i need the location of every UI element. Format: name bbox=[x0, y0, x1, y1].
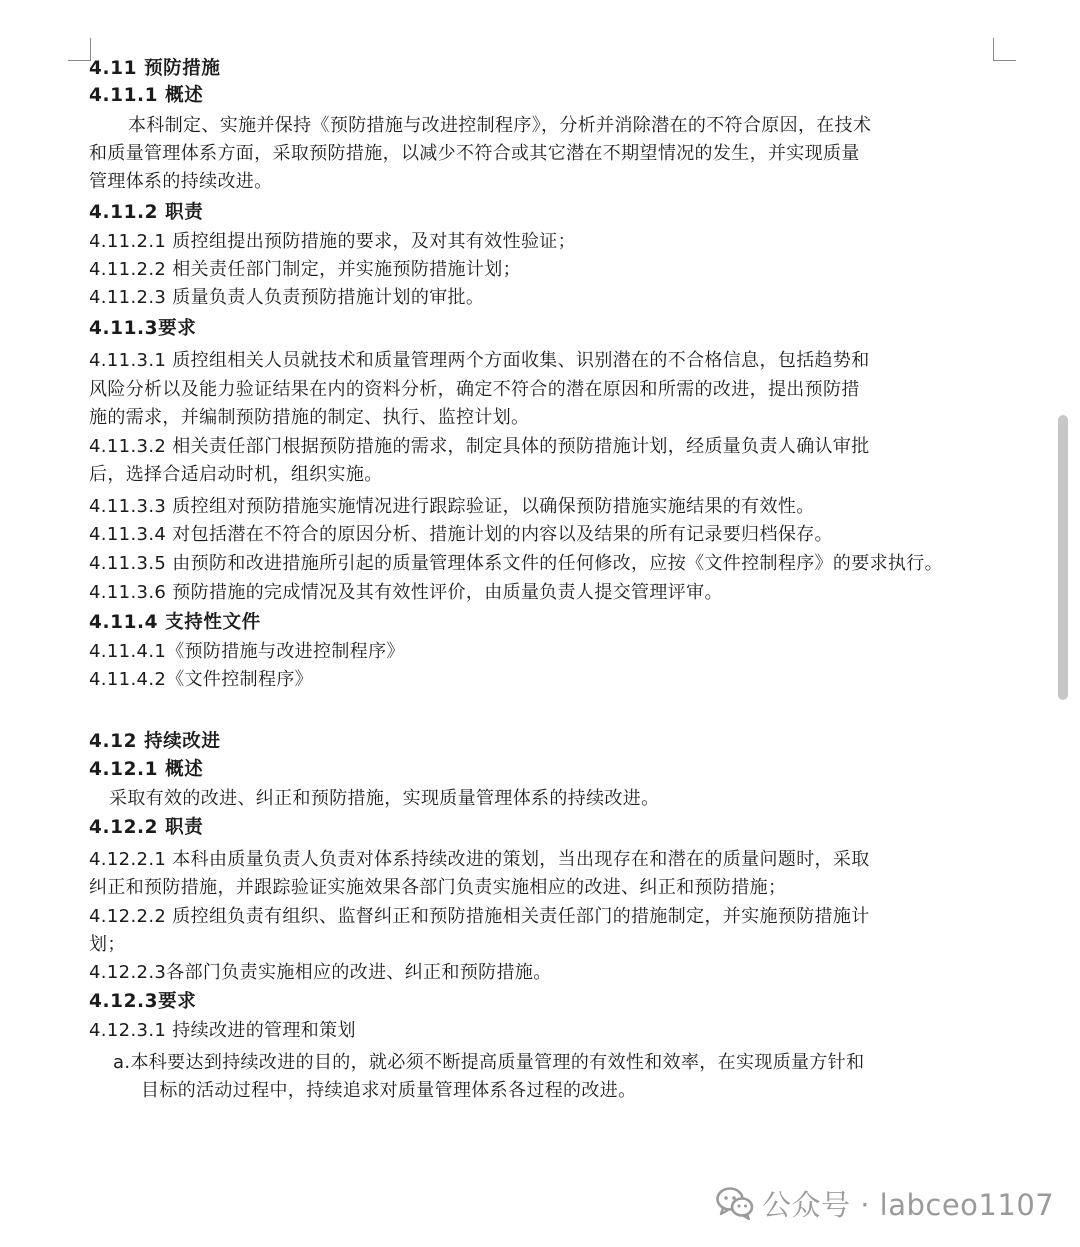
document-text-line: 4.11.3.1 质控组相关人员就技术和质量管理两个方面收集、识别潜在的不合格信息，包括趋势和 bbox=[89, 350, 870, 371]
document-text-line: 后，选择合适启动时机，组织实施。 bbox=[89, 464, 383, 485]
section-heading: 4.12 持续改进 bbox=[89, 731, 221, 752]
document-text-line: 划； bbox=[89, 934, 126, 955]
section-heading: 4.12.1 概述 bbox=[89, 759, 204, 780]
document-text-line: 4.12.2.3各部门负责实施相应的改进、纠正和预防措施。 bbox=[89, 962, 552, 983]
document-text-line: 采取有效的改进、纠正和预防措施，实现质量管理体系的持续改进。 bbox=[109, 788, 660, 809]
section-heading: 4.12.3要求 bbox=[89, 991, 197, 1012]
document-text-line: 和质量管理体系方面，采取预防措施，以减少不符合或其它潜在不期望情况的发生，并实现质量 bbox=[89, 143, 860, 164]
document-text-line: 管理体系的持续改进。 bbox=[89, 171, 273, 192]
document-text-line: 4.12.2.2 质控组负责有组织、监督纠正和预防措施相关责任部门的措施制定，并实施预防措施计 bbox=[89, 906, 870, 927]
section-heading: 4.11.1 概述 bbox=[89, 85, 204, 106]
document-text-line: 纠正和预防措施，并跟踪验证实施效果各部门负责实施相应的改进、纠正和预防措施； bbox=[89, 877, 787, 898]
document-text-line: 4.11.3.3 质控组对预防措施实施情况进行跟踪验证，以确保预防措施实施结果的有效性。 bbox=[89, 496, 815, 517]
section-heading: 4.11.4 支持性文件 bbox=[89, 612, 261, 633]
document-text-line: 4.12.3.1 持续改进的管理和策划 bbox=[89, 1020, 356, 1041]
document-text-line: 4.12.2.1 本科由质量负责人负责对体系持续改进的策划，当出现存在和潜在的质量问题时，采取 bbox=[89, 849, 870, 870]
wechat-icon bbox=[716, 1186, 754, 1220]
section-heading: 4.11.3要求 bbox=[89, 318, 197, 339]
document-text-line: a.本科要达到持续改进的目的，就必须不断提高质量管理的有效性和效率，在实现质量方针和 bbox=[113, 1052, 865, 1073]
document-text-line: 4.11.3.2 相关责任部门根据预防措施的需求，制定具体的预防措施计划，经质量负责人确认审批 bbox=[89, 436, 870, 457]
document-text-line: 施的需求，并编制预防措施的制定、执行、监控计划。 bbox=[89, 407, 530, 428]
watermark-text: 公众号 · labceo1107 bbox=[762, 1187, 1055, 1222]
document-text-line: 4.11.2.1 质控组提出预防措施的要求，及对其有效性验证； bbox=[89, 231, 576, 252]
document-text-line: 目标的活动过程中，持续追求对质量管理体系各过程的改进。 bbox=[141, 1080, 637, 1101]
document-text-line: 4.11.4.2《文件控制程序》 bbox=[89, 669, 314, 690]
document-text-line: 风险分析以及能力验证结果在内的资料分析，确定不符合的潜在原因和所需的改进，提出预防措 bbox=[89, 379, 860, 400]
crop-mark-top-right bbox=[993, 38, 1016, 61]
document-text-line: 4.11.3.4 对包括潜在不符合的原因分析、措施计划的内容以及结果的所有记录要归档保存。 bbox=[89, 524, 833, 545]
document-text-line: 本科制定、实施并保持《预防措施与改进控制程序》，分析并消除潜在的不符合原因，在技术 bbox=[128, 115, 872, 136]
document-text-line: 4.11.2.2 相关责任部门制定，并实施预防措施计划； bbox=[89, 259, 521, 280]
document-text-line: 4.11.3.5 由预防和改进措施所引起的质量管理体系文件的任何修改，应按《文件控制程序》的要求执行。 bbox=[89, 553, 943, 574]
document-text-line: 4.11.3.6 预防措施的完成情况及其有效性评价，由质量负责人提交管理评审。 bbox=[89, 582, 723, 603]
crop-mark-top-left bbox=[68, 38, 91, 61]
section-heading: 4.11 预防措施 bbox=[89, 58, 221, 79]
vertical-scrollbar-thumb[interactable] bbox=[1058, 415, 1068, 700]
document-text-line: 4.11.2.3 质量负责人负责预防措施计划的审批。 bbox=[89, 287, 485, 308]
section-heading: 4.12.2 职责 bbox=[89, 817, 204, 838]
section-heading: 4.11.2 职责 bbox=[89, 202, 204, 223]
document-text-line: 4.11.4.1《预防措施与改进控制程序》 bbox=[89, 641, 405, 662]
watermark bbox=[716, 1183, 1054, 1223]
